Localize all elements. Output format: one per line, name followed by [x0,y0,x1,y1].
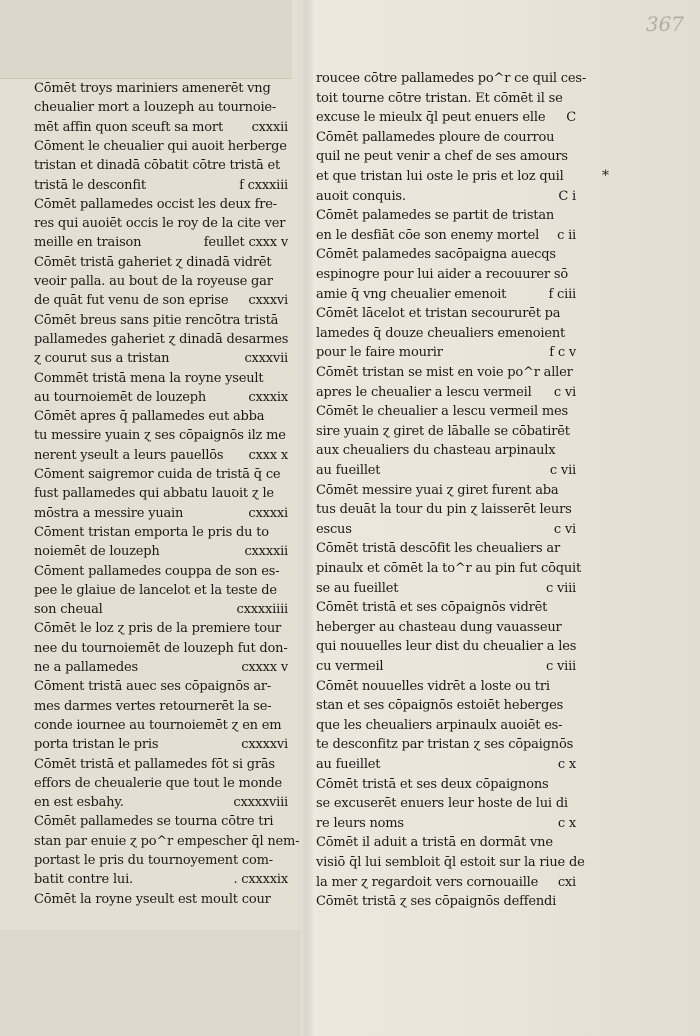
line-text: se au fueillet [316,580,399,596]
margin-mark: * [602,168,609,184]
line-text: tristan et dinadā cōbatit cōtre tristā et [34,158,280,174]
line-text: Cōmēt palamedes sacōpaigna auecqs [316,247,556,263]
folio-reference: f ciii [548,286,576,302]
line-text: Cōmēt tristan se mist en voie po^r aller [316,365,573,380]
text-line [316,403,576,421]
folio-reference: feullet cxxx v [203,235,288,251]
line-text: nerent yseult a leurs pauellōs [34,447,224,463]
text-line [34,408,288,426]
line-text: aux cheualiers du chasteau arpinaulx [316,443,556,459]
line-text: apres le cheualier a lescu vermeil [316,384,532,400]
line-text: Cōmēt tristā et ses cōpaignōs vidrēt [316,600,548,616]
line-text: cheualier mort a louzeph au tournoie- [34,100,277,116]
line-text: Cōmēt tristā ɀ ses cōpaignōs deffendi [316,894,557,910]
line-text: stan et ses cōpaignōs estoiēt heberges [316,698,564,714]
line-text: Cōmēt la royne yseult est moult cour [34,891,271,907]
folio-reference: c viii [545,659,576,674]
text-line [34,871,288,889]
line-text: au fueillet [316,757,381,772]
text-line [316,462,576,480]
text-line [34,698,288,716]
text-line [316,207,576,225]
text-line [316,109,576,127]
line-text: Cōmēt pallamedes ploure de courrou [316,129,555,145]
text-line [316,344,576,362]
folio-reference: c vii [549,463,576,478]
line-text: Cōmēt il aduit a tristā en dormāt vne [316,835,553,851]
line-text: de quāt fut venu de son eprise [34,293,229,309]
text-line [34,582,288,600]
text-line [34,447,288,465]
folio-reference: cxxxxvi [241,737,288,753]
text-line [34,466,288,484]
line-text: qui nouuelles leur dist du cheualier a les [316,639,577,655]
folio-reference: cxxxvii [244,351,288,367]
line-text: re leurs noms [316,815,404,831]
line-text: que les cheualiers arpinaulx auoiēt es- [316,717,563,733]
text-line [34,524,288,542]
line-text: veoir palla. au bout de la royeuse gar [34,274,273,289]
line-text: Cōmēt palamedes se partit de tristan [316,208,555,224]
folio-reference: cxi [557,874,576,890]
line-text: Cōmēt nouuelles vidrēt a loste ou tri [316,678,550,694]
text-line [316,580,576,598]
text-line [34,273,288,291]
line-text: Cōmēt messire yuai ɀ giret furent aba [316,482,559,498]
line-text: Cōmēt le cheualier a lescu vermeil mes [316,404,568,420]
folio-reference: . cxxxxix [233,872,288,888]
text-line [34,99,288,117]
line-text: Cōmēt tristā gaheriet ɀ dinadā vidrēt [34,254,272,270]
text-line [316,638,576,656]
text-line [316,227,576,245]
text-line [316,148,576,166]
line-text: Cōment saigremor cuida de tristā q̄ ce [34,467,281,482]
text-line [34,234,288,252]
text-line [316,658,576,676]
line-text: pour le faire mourir [316,345,443,361]
folio-number: 367 [645,12,684,36]
folio-reference: C i [558,188,576,204]
page-gutter [299,0,313,1036]
text-line [34,80,288,98]
text-line [34,563,288,581]
text-line [34,833,300,851]
text-line [316,678,576,696]
text-line [316,364,576,382]
line-text: tus deuāt la tour du pin ɀ laisserēt leurs [316,502,572,518]
line-text: noiemēt de louzeph [34,544,160,560]
line-text: mēt affin quon sceuft sa mort [34,119,223,135]
text-line [316,90,576,108]
text-line [316,795,576,813]
line-text: tu messire yuain ɀ ses cōpaignōs ilz me [34,428,286,444]
line-text: pee le glaiue de lancelot et la teste de [34,582,277,598]
folio-reference: c x [557,757,576,772]
folio-reference: c viii [545,580,576,596]
line-text: Cōmēt pallamedes occist les deux fre- [34,196,277,212]
text-line [34,177,288,195]
line-text: Cōment tristan emporta le pris du to [34,524,269,540]
line-text: roucee cōtre pallamedes po^r ce quil ces- [316,71,587,86]
line-text: mes darmes vertes retournerēt la se- [34,698,272,714]
left-upper-margin [0,0,292,79]
line-text: lamedes q̄ douze cheualiers emenoient [316,325,566,341]
text-line [34,427,288,445]
text-line [316,874,576,892]
line-text: Cōmēt lācelot et tristan secoururēt pa [316,306,561,322]
line-text: son cheual [34,602,103,618]
line-text: conde iournee au tournoiemēt ɀ en em [34,717,282,733]
text-line [34,601,288,619]
line-text: sire yuain ɀ giret de lāballe se cōbatirēt [316,423,570,439]
folio-reference: C [566,110,576,126]
text-line [316,168,576,186]
folio-reference: c vi [553,384,576,400]
line-text: au fueillet [316,463,381,478]
text-line [316,560,582,578]
text-line [316,736,576,754]
line-text: Cōmēt pallamedes se tourna cōtre tri [34,814,274,830]
text-line [316,854,585,872]
text-line [34,119,288,137]
text-line [34,215,288,233]
text-line [34,543,288,561]
line-text: amie q̄ vng cheualier emenoit [316,286,507,302]
line-text: excuse le mieulx q̄l peut enuers elle [316,110,546,126]
text-line [316,815,576,833]
line-text: effors de cheualerie que tout le monde [34,775,283,791]
text-line [316,599,576,617]
line-text: Cōmēt tristā descōfit les cheualiers ar [316,541,560,557]
folio-reference: cxxxix [248,389,288,405]
text-line [34,852,288,870]
line-text: res qui auoiēt occis le roy de la cite ver [34,216,286,232]
line-text: Cōment le cheualier qui auoit herberge [34,138,287,154]
line-text: meille en traison [34,235,142,251]
text-line [34,678,288,696]
text-line [34,775,288,793]
text-line [34,312,288,330]
line-text: porta tristan le pris [34,737,159,753]
text-line [34,756,288,774]
text-line [34,891,288,909]
line-text: se excuserēt enuers leur hoste de lui di [316,796,568,812]
line-text: Cōmēt apres q̄ pallamedes eut abba [34,409,265,425]
line-text: auoit conquis. [316,188,406,204]
line-text: pinaulx et cōmēt la to^r au pin fut cōquit [316,561,582,576]
text-line [316,266,576,284]
line-text: au tournoiemēt de louzeph [34,389,207,405]
line-text: batit contre lui. [34,872,133,888]
line-text: nee du tournoiemēt de louzeph fut don- [34,640,288,656]
text-line [316,540,576,558]
line-text: Commēt tristā mena la royne yseult [34,370,264,386]
line-text: quil ne peut venir a chef de ses amours [316,149,568,165]
line-text: en le desfiāt cōe son enemy mortel [316,227,540,243]
text-line [316,619,576,637]
line-text: te desconfitz par tristan ɀ ses cōpaignōs [316,737,574,753]
folio-reference: c ii [557,227,576,243]
folio-reference: cxxxxiiii [236,602,288,618]
text-line [316,384,576,402]
text-line [34,254,288,272]
line-text: portast le pris du tournoyement com- [34,853,273,868]
line-text: visiō q̄l lui sembloit q̄l estoit sur la riue de [316,855,585,870]
text-line [316,834,576,852]
line-text: en est esbahy. [34,795,124,811]
folio-reference: cxxxx v [241,660,288,675]
folio-reference: cxxxxviii [233,795,288,811]
line-text: fust pallamedes qui abbatu lauoit ɀ le [34,486,274,502]
line-text: Cōmēt breus sans pitie rencōtra tristā [34,312,279,328]
text-line [34,813,288,831]
line-text: stan par enuie ɀ po^r empescher q̄l nem- [34,833,300,849]
text-line [34,736,288,754]
line-text: la mer ɀ regardoit vers cornouaille [316,874,539,890]
line-text: et que tristan lui oste le pris et loz quil [316,169,564,184]
folio-reference: c vi [553,521,576,537]
text-line [316,893,576,911]
text-line [34,620,288,638]
folio-reference: c x [557,815,576,831]
line-text: toit tourne cōtre tristan. Et cōmēt il se [316,90,563,106]
folio-reference: cxxxxi [248,505,288,521]
line-text: Cōmēt tristā et pallamedes fōt si grās [34,756,275,772]
text-line [34,717,288,735]
text-line [316,246,576,264]
text-line [316,305,576,323]
line-text: tristā le desconfit [34,177,146,193]
text-line [34,640,288,658]
text-line [34,350,288,368]
text-line [34,370,288,388]
text-line [316,70,587,88]
text-line [316,129,576,147]
text-line [316,286,576,304]
line-text: Cōment pallamedes couppa de son es- [34,563,280,579]
folio-reference: cxxxxii [244,544,288,560]
left-lower-margin [0,930,300,1036]
text-line [34,292,288,310]
folio-reference: f c v [549,345,576,361]
text-line [316,521,576,539]
folio-reference: cxxx x [248,447,288,463]
text-line [316,423,576,441]
line-text: cu vermeil [316,659,384,674]
line-text: mōstra a messire yuain [34,505,184,521]
line-text: Cōmēt le loz ɀ pris de la premiere tour [34,621,282,637]
line-text: escus [316,521,352,537]
text-line [316,442,576,460]
text-line [34,138,288,156]
line-text: Cōmēt tristā et ses deux cōpaignons [316,776,549,792]
line-text: Cōmēt troys mariniers amenerēt vng [34,81,271,96]
text-line [316,697,576,715]
line-text: espinogre pour lui aider a recouurer sō [316,267,568,282]
line-text: heberger au chasteau dung vauasseur [316,619,562,635]
line-text: ɀ courut sus a tristan [34,351,170,367]
text-line [34,389,288,407]
text-line [34,196,288,214]
folio-reference: cxxxii [251,119,288,135]
text-line [316,482,576,500]
text-line [34,157,288,175]
text-line [34,794,288,812]
text-line [316,756,576,774]
text-line [316,776,576,794]
line-text: ne a pallamedes [34,660,138,675]
folio-reference: f cxxxiii [239,177,288,193]
line-text: pallamedes gaheriet ɀ dinadā desarmes [34,331,289,347]
text-line [316,325,576,343]
text-line [316,188,576,206]
text-line [34,505,288,523]
text-line [34,331,288,349]
folio-reference: cxxxvi [248,293,288,309]
text-line [316,717,576,735]
text-line [34,659,288,677]
line-text: Cōment tristā auec ses cōpaignōs ar- [34,679,272,695]
text-line [34,485,288,503]
text-line [316,501,576,519]
